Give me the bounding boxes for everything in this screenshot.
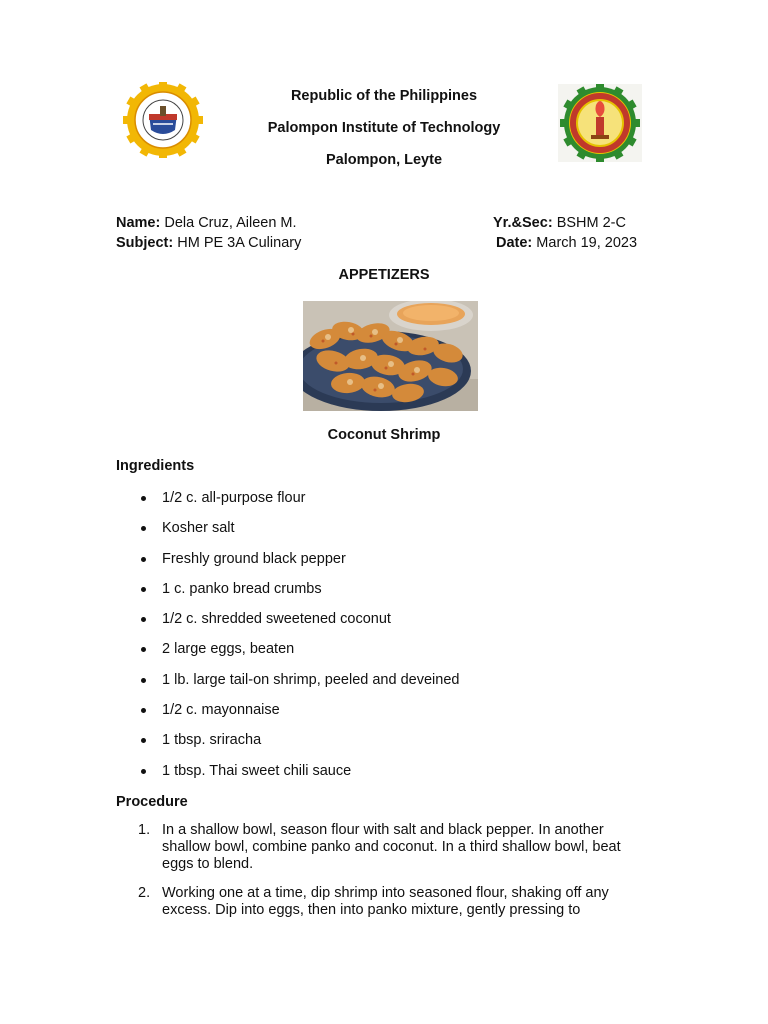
ingredient-item: 1 tbsp. sriracha [116, 731, 459, 761]
ingredients-list [116, 489, 459, 792]
subject-value: HM PE 3A Culinary [177, 235, 302, 251]
ingredient-item: 1/2 c. shredded sweetened coconut [116, 610, 459, 640]
step-text: Working one at a time, dip shrimp into seasoned flour, shaking off any excess. Dip into eggs, then into panko mixture, gently pressing to [162, 885, 609, 918]
header-location: Palompon, Leyte [325, 152, 443, 168]
ingredient-item: Freshly ground black pepper [116, 550, 459, 580]
ingredient-item: 1/2 c. mayonnaise [116, 701, 459, 731]
subject-label: Subject: [116, 235, 174, 251]
date-field [496, 235, 637, 251]
recipe-title: Coconut Shrimp [327, 427, 441, 443]
name-field [116, 215, 297, 231]
date-value: March 19, 2023 [536, 235, 638, 251]
ingredient-item: 1 tbsp. Thai sweet chili sauce [116, 762, 459, 792]
ingredient-item: 1 lb. large tail-on shrimp, peeled and deveined [116, 671, 459, 701]
procedure-list [116, 822, 656, 931]
date-label: Date: [496, 235, 533, 251]
header-institute: Palompon Institute of Technology [267, 120, 501, 136]
ingredient-item: 1/2 c. all-purpose flour [116, 489, 459, 519]
name-value: Dela Cruz, Aileen M. [164, 215, 297, 231]
subject-field [116, 235, 301, 251]
procedure-step [116, 885, 656, 919]
step-number: 2. [138, 885, 151, 901]
step-text: In a shallow bowl, season flour with salt and black pepper. In another shallow bowl, combine panko and coconut. In a third shallow bowl, beat eggs to blend. [162, 822, 621, 872]
section-title: APPETIZERS [338, 267, 430, 283]
name-label: Name: [116, 215, 161, 231]
procedure-heading: Procedure [116, 794, 188, 810]
procedure-step [116, 822, 656, 873]
yrsec-field [493, 215, 626, 231]
header-country: Republic of the Philippines [290, 88, 478, 104]
yrsec-label: Yr.&Sec: [493, 215, 553, 231]
step-number: 1. [138, 822, 151, 838]
ingredient-item: 2 large eggs, beaten [116, 640, 459, 670]
ingredients-heading: Ingredients [116, 458, 195, 474]
yrsec-value: BSHM 2-C [556, 215, 626, 231]
ingredient-item: 1 c. panko bread crumbs [116, 580, 459, 610]
ingredient-item: Kosher salt [116, 519, 459, 549]
coconut-shrimp-photo [303, 301, 478, 411]
